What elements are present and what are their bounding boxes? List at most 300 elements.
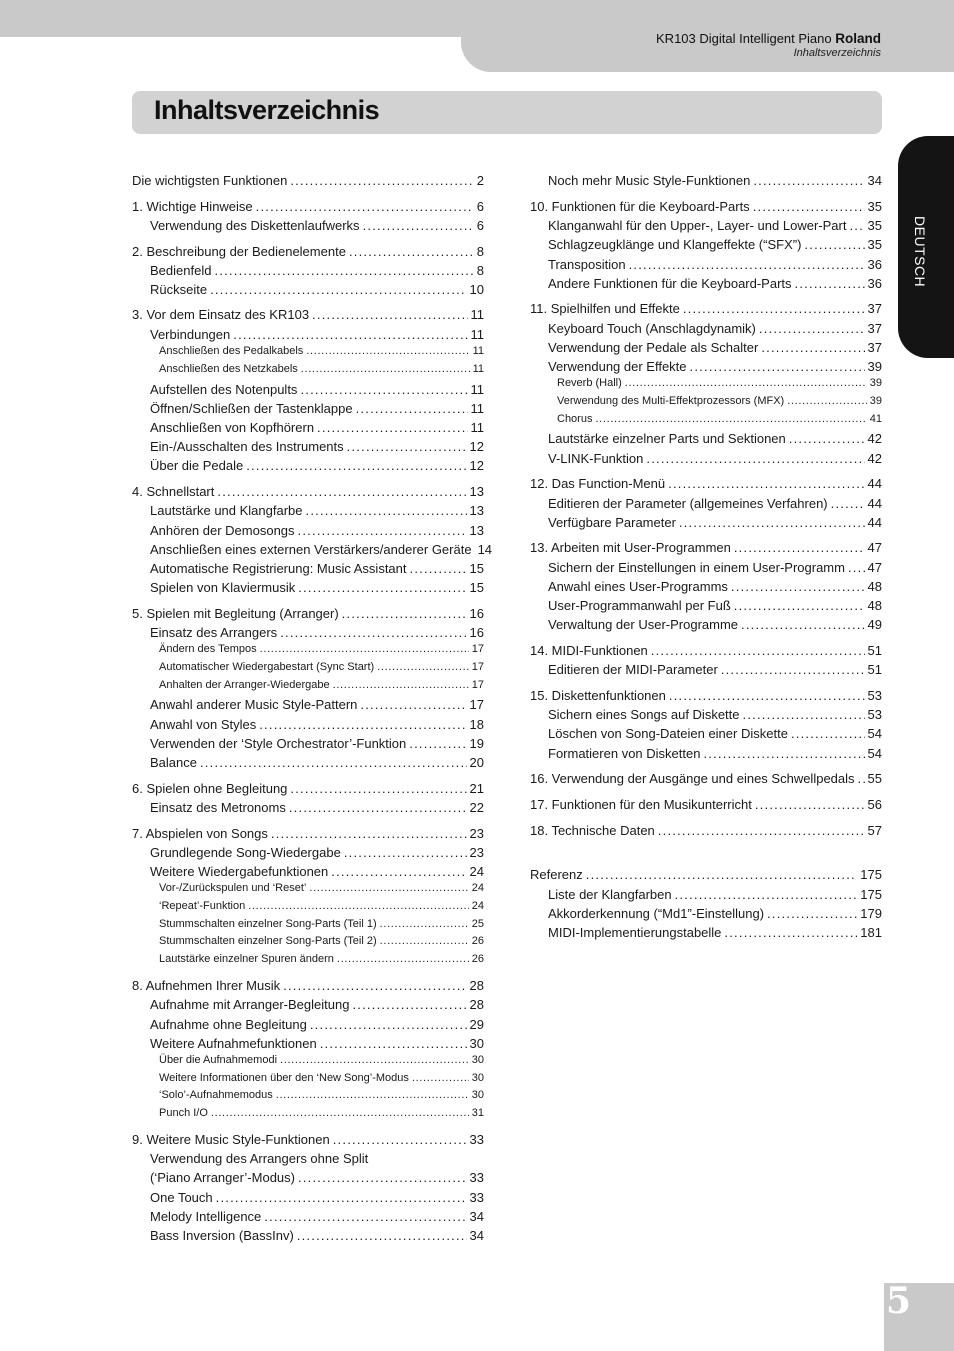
toc-entry-title: Die wichtigsten Funktionen: [132, 173, 288, 188]
toc-entry-title: 11. Spielhilfen und Effekte: [530, 301, 680, 316]
toc-entry-title: 13. Arbeiten mit User-Programmen: [530, 540, 731, 555]
toc-leader-dots: [703, 747, 864, 760]
toc-leader-dots: [360, 698, 466, 711]
toc-leader-dots: [217, 485, 466, 498]
toc-page-number: 34: [469, 1209, 484, 1224]
toc-entry-title: Verwaltung der User-Programme: [548, 617, 739, 632]
toc-entry-title: 10. Funktionen für die Keyboard-Parts: [530, 199, 750, 214]
toc-leader-dots: [347, 440, 467, 453]
toc-page-number: 49: [867, 617, 882, 632]
page-number: 5: [886, 1280, 912, 1322]
toc-leader-dots: [210, 283, 466, 296]
toc-leader-dots: [669, 689, 865, 702]
toc-entry-title: ‘Repeat’-Funktion: [159, 900, 246, 912]
toc-entry-title: Chorus: [557, 413, 593, 425]
toc-chapter-entry: [530, 824, 882, 840]
toc-section-entry: [548, 907, 882, 923]
toc-page-number: 51: [867, 662, 882, 677]
toc-page-number: 39: [867, 359, 882, 374]
toc-entry-title: 7. Abspielen von Songs: [132, 826, 268, 841]
page-number-box: [884, 1280, 954, 1351]
toc-section-entry: [150, 542, 493, 559]
toc-page-number: 30: [471, 1072, 484, 1084]
toc-entry-title: Editieren der MIDI-Parameter: [548, 662, 718, 677]
toc-section-entry: [150, 440, 484, 456]
toc-subsection-entry: [159, 346, 484, 360]
toc-leader-dots: [683, 302, 865, 315]
toc-page-number: 23: [469, 845, 484, 860]
toc-entry-title: 2. Beschreibung der Bedienelemente: [132, 244, 346, 259]
toc-section-entry: [150, 459, 484, 475]
toc-leader-dots: [320, 1037, 467, 1050]
toc-entry-title: Anschließen des Netzkabels: [159, 363, 298, 375]
toc-chapter-entry: [530, 200, 882, 216]
toc-page-number: 48: [867, 579, 882, 594]
toc-entry-title: Löschen von Song-Dateien einer Diskette: [548, 726, 788, 741]
toc-entry-title: Weitere Informationen über den ‘New Song’-Modus: [159, 1072, 409, 1084]
toc-section-entry: [150, 504, 484, 520]
toc-subsection-entry: [159, 680, 484, 694]
toc-section-entry: [150, 801, 484, 817]
toc-leader-dots: [753, 200, 865, 213]
toc-page-number: 8: [476, 244, 484, 259]
toc-entry-title: Einsatz des Arrangers: [150, 625, 278, 640]
toc-section-entry: [548, 322, 882, 338]
toc-section-entry: [150, 421, 484, 437]
toc-page-number: 48: [867, 598, 882, 613]
toc-page-number: 44: [867, 515, 882, 530]
language-tab: [898, 136, 954, 358]
toc-section-entry: [548, 238, 882, 254]
toc-leader-dots: [290, 782, 466, 795]
toc-subsection-entry: [159, 1108, 484, 1122]
toc-section-entry: [150, 698, 484, 714]
toc-page-number: 37: [867, 340, 882, 355]
toc-page-number: 10: [469, 282, 484, 297]
toc-section-entry: [548, 219, 882, 235]
toc-page-number: 24: [471, 900, 484, 912]
toc-leader-dots: [300, 383, 467, 396]
toc-chapter-entry: [132, 174, 484, 190]
toc-section-entry: [548, 747, 882, 763]
toc-leader-dots: [214, 264, 473, 277]
toc-page-number: 24: [471, 882, 484, 894]
toc-section-entry: [548, 926, 882, 942]
toc-leader-dots: [412, 1073, 469, 1084]
toc-page-number: 34: [867, 173, 882, 188]
toc-entry-title: 9. Weitere Music Style-Funktionen: [132, 1132, 330, 1147]
toc-entry-title: MIDI-Implementierungstabelle: [548, 925, 722, 940]
toc-entry-title: Akkorderkennung (“Md1”-Einstellung): [548, 906, 765, 921]
toc-entry-title: Über die Pedale: [150, 458, 244, 473]
toc-leader-dots: [333, 1133, 467, 1146]
toc-section-entry: [548, 618, 882, 634]
toc-leader-dots: [297, 1229, 467, 1242]
toc-section-entry: [150, 402, 484, 418]
toc-page-number: 13: [469, 503, 484, 518]
toc-leader-dots: [216, 1191, 467, 1204]
toc-entry-title: 16. Verwendung der Ausgänge und eines Schwellpedals: [530, 771, 855, 786]
toc-leader-dots: [377, 662, 469, 673]
toc-leader-dots: [349, 245, 474, 258]
toc-leader-dots: [595, 414, 866, 425]
toc-leader-dots: [410, 562, 467, 575]
toc-page-number: 30: [469, 1036, 484, 1051]
toc-subsection-entry: [159, 919, 484, 933]
toc-page-number: 47: [867, 540, 882, 555]
toc-section-entry: [548, 258, 882, 274]
toc-section-entry: [548, 174, 882, 190]
toc-entry-title: Lautstärke einzelner Spuren ändern: [159, 953, 334, 965]
toc-page-number: 42: [867, 431, 882, 446]
toc-subsection-entry: [159, 1055, 484, 1069]
toc-page-number: 12: [469, 439, 484, 454]
toc-chapter-entry: [132, 200, 484, 216]
toc-section-entry: [150, 1191, 484, 1207]
toc-page-number: 26: [471, 953, 484, 965]
toc-subsection-entry: [557, 396, 882, 410]
toc-leader-dots: [734, 541, 865, 554]
toc-entry-title: Verwendung der Effekte: [548, 359, 687, 374]
toc-page-number: 36: [867, 257, 882, 272]
toc-section-entry: [150, 1229, 484, 1245]
toc-chapter-entry: [132, 245, 484, 261]
toc-section-entry: [548, 599, 882, 615]
toc-page-number: 37: [867, 301, 882, 316]
toc-leader-dots: [831, 497, 865, 510]
toc-leader-dots: [586, 868, 858, 881]
toc-section-entry: [548, 360, 882, 376]
toc-page-number: 13: [469, 484, 484, 499]
toc-leader-dots: [260, 644, 469, 655]
toc-entry-title: Editieren der Parameter (allgemeines Verfahren): [548, 496, 828, 511]
toc-entry-title: 1. Wichtige Hinweise: [132, 199, 253, 214]
title-bar: [132, 91, 882, 134]
toc-page-number: 56: [867, 797, 882, 812]
toc-page-number: 28: [469, 997, 484, 1012]
toc-leader-dots: [246, 459, 466, 472]
toc-entry-title: Rückseite: [150, 282, 208, 297]
toc-subsection-entry: [557, 414, 882, 428]
toc-leader-dots: [795, 277, 865, 290]
toc-entry-title: Einsatz des Metronoms: [150, 800, 286, 815]
toc-page-number: 8: [476, 263, 484, 278]
toc-entry-title: Anschließen des Pedalkabels: [159, 345, 304, 357]
toc-entry-title: Noch mehr Music Style-Funktionen: [548, 173, 751, 188]
toc-entry-title: Anwahl von Styles: [150, 717, 257, 732]
toc-subsection-entry: [159, 1090, 484, 1104]
toc-leader-dots: [734, 599, 865, 612]
toc-page-number: 47: [867, 560, 882, 575]
toc-chapter-entry: [530, 798, 882, 814]
toc-leader-dots: [858, 772, 865, 785]
toc-leader-dots: [679, 516, 865, 529]
toc-entry-title: (‘Piano Arranger’-Modus): [150, 1170, 295, 1185]
toc-entry-title: Verwendung des Diskettenlaufwerks: [150, 218, 360, 233]
toc-section-entry: [150, 846, 484, 862]
toc-entry-title: Liste der Klangfarben: [548, 887, 672, 902]
toc-page-number: 26: [471, 935, 484, 947]
toc-page-number: 16: [469, 606, 484, 621]
toc-leader-dots: [848, 561, 865, 574]
toc-leader-dots: [306, 504, 467, 517]
toc-entry-title: Automatischer Wiedergabestart (Sync Start): [159, 661, 375, 673]
toc-leader-dots: [658, 824, 865, 837]
toc-entry-title: Formatieren von Disketten: [548, 746, 701, 761]
toc-page-number: 15: [469, 561, 484, 576]
toc-section-entry: [150, 524, 484, 540]
toc-leader-dots: [298, 1171, 467, 1184]
toc-page-number: 175: [860, 887, 882, 902]
toc-page-number: 13: [469, 523, 484, 538]
toc-leader-dots: [787, 396, 867, 407]
toc-section-entry: [150, 626, 484, 642]
toc-page-number: 2: [476, 173, 484, 188]
toc-section-entry: [150, 283, 484, 299]
toc-leader-dots: [625, 378, 867, 389]
toc-entry-title: Lautstärke und Klangfarbe: [150, 503, 303, 518]
toc-subsection-entry: [159, 364, 484, 378]
toc-entry-title: Sichern der Einstellungen in einem User-Programm: [548, 560, 845, 575]
toc-leader-dots: [317, 421, 467, 434]
toc-page-number: 11: [470, 307, 484, 322]
header-product: KR103 Digital Intelligent Piano: [656, 31, 832, 46]
toc-chapter-entry: [132, 308, 484, 324]
toc-leader-dots: [759, 322, 865, 335]
toc-entry-title: Melody Intelligence: [150, 1209, 262, 1224]
toc-section-entry: [150, 737, 484, 753]
toc-entry-title: Grundlegende Song-Wiedergabe: [150, 845, 341, 860]
toc-entry-title: 17. Funktionen für den Musikunterricht: [530, 797, 752, 812]
toc-section-entry: [548, 888, 882, 904]
toc-page-number: 30: [471, 1089, 484, 1101]
toc-page-number: 35: [867, 218, 882, 233]
toc-page-number: 179: [860, 906, 882, 921]
toc-entry-title: Öffnen/Schließen der Tastenklappe: [150, 401, 353, 416]
toc-section-entry: [548, 432, 882, 448]
toc-leader-dots: [333, 680, 469, 691]
toc-entry-title: 12. Das Function-Menü: [530, 476, 666, 491]
toc-entry-title: Referenz: [530, 867, 583, 882]
toc-leader-dots: [271, 827, 467, 840]
toc-entry-title: 14. MIDI-Funktionen: [530, 643, 648, 658]
toc-entry-title: 6. Spielen ohne Begleitung: [132, 781, 288, 796]
toc-page-number: 11: [470, 382, 484, 397]
toc-entry-title: V-LINK-Funktion: [548, 451, 644, 466]
toc-page-number: 53: [867, 688, 882, 703]
toc-entry-title: Reverb (Hall): [557, 377, 622, 389]
toc-leader-dots: [724, 926, 857, 939]
toc-leader-dots: [409, 737, 466, 750]
toc-page-number: 6: [476, 199, 484, 214]
toc-leader-dots: [741, 618, 865, 631]
toc-chapter-entry: [530, 302, 882, 318]
toc-leader-dots: [298, 524, 467, 537]
toc-entry-title: Keyboard Touch (Anschlagdynamik): [548, 321, 756, 336]
toc-section-entry: [548, 516, 882, 532]
toc-leader-dots: [301, 364, 470, 375]
header-product-line: [656, 31, 881, 46]
toc-entry-title: Verwenden der ‘Style Orchestrator’-Funktion: [150, 736, 407, 751]
toc-page-number: 33: [469, 1170, 484, 1185]
toc-leader-dots: [233, 328, 467, 341]
toc-leader-dots: [276, 1090, 469, 1101]
page-title: Inhaltsverzeichnis: [154, 95, 380, 125]
toc-entry-title: Anwahl anderer Music Style-Pattern: [150, 697, 358, 712]
toc-entry-title: 5. Spielen mit Begleitung (Arranger): [132, 606, 339, 621]
toc-leader-dots: [310, 1018, 467, 1031]
toc-leader-dots: [804, 238, 864, 251]
toc-page-number: 33: [469, 1190, 484, 1205]
toc-page-number: 33: [469, 1132, 484, 1147]
toc-leader-dots: [789, 432, 865, 445]
toc-page-number: 17: [471, 643, 484, 655]
toc-leader-dots: [791, 727, 865, 740]
toc-page-number: 22: [469, 800, 484, 815]
toc-page-number: 37: [867, 321, 882, 336]
toc-section-entry: [150, 1210, 484, 1226]
toc-chapter-entry: [132, 1133, 484, 1149]
toc-leader-dots: [743, 708, 865, 721]
toc-entry-title: Weitere Aufnahmefunktionen: [150, 1036, 317, 1051]
toc-subsection-entry: [159, 954, 484, 968]
toc-entry-title: Spielen von Klaviermusik: [150, 580, 296, 595]
toc-page-number: 25: [471, 918, 484, 930]
toc-leader-dots: [342, 607, 467, 620]
toc-leader-dots: [337, 954, 469, 965]
toc-section-entry: [150, 756, 484, 772]
toc-page-number: 23: [469, 826, 484, 841]
toc-entry-title: Anhören der Demosongs: [150, 523, 295, 538]
toc-section-entry: [548, 497, 882, 513]
toc-entry-title: Automatische Registrierung: Music Assistant: [150, 561, 407, 576]
toc-leader-dots: [651, 644, 865, 657]
toc-leader-dots: [290, 174, 473, 187]
header-section: Inhaltsverzeichnis: [793, 47, 881, 59]
toc-entry-title: Andere Funktionen für die Keyboard-Parts: [548, 276, 792, 291]
toc-section-entry: [548, 708, 882, 724]
toc-page-number: 12: [469, 458, 484, 473]
toc-entry-title: Stummschalten einzelner Song-Parts (Teil 1): [159, 918, 377, 930]
toc-page-number: 11: [472, 345, 484, 357]
toc-page-number: 11: [470, 327, 484, 342]
toc-leader-dots: [211, 1108, 469, 1119]
toc-section-entry: [150, 718, 484, 734]
toc-entry-title: Anhalten der Arranger-Wiedergabe: [159, 679, 330, 691]
toc-section-entry: [548, 663, 882, 679]
toc-page-number: 14: [477, 542, 493, 557]
toc-entry-title: 8. Aufnehmen Ihrer Musik: [132, 978, 281, 993]
toc-entry-title: Weitere Wiedergabefunktionen: [150, 864, 329, 879]
toc-entry-title: Bedienfeld: [150, 263, 212, 278]
toc-page-number: 181: [860, 925, 882, 940]
toc-page-number: 11: [470, 401, 484, 416]
toc-leader-dots: [256, 200, 474, 213]
toc-leader-dots: [721, 663, 865, 676]
toc-entry-title: Verwendung der Pedale als Schalter: [548, 340, 759, 355]
toc-entry-title: 15. Diskettenfunktionen: [530, 688, 666, 703]
toc-entry-title: Verwendung des Multi-Effektprozessors (MFX): [557, 395, 785, 407]
toc-leader-dots: [306, 346, 469, 357]
toc-leader-dots: [248, 901, 469, 912]
toc-leader-dots: [352, 998, 466, 1011]
toc-entry-title: Aufnahme ohne Begleitung: [150, 1017, 307, 1032]
toc-leader-dots: [363, 219, 474, 232]
toc-entry-title: Über die Aufnahmemodi: [159, 1054, 278, 1066]
toc-leader-dots: [280, 1055, 469, 1066]
toc-page-number: 31: [471, 1107, 484, 1119]
toc-page-number: 175: [860, 867, 882, 882]
toc-page-number: 11: [472, 363, 484, 375]
toc-entry-title: Transposition: [548, 257, 626, 272]
toc-subsection-entry: [159, 662, 484, 676]
toc-entry-title: Aufstellen des Notenpults: [150, 382, 298, 397]
toc-entry-title: Ändern des Tempos: [159, 643, 257, 655]
toc-section-entry: [548, 727, 882, 743]
toc-subsection-entry: [159, 936, 484, 950]
toc-leader-dots: [646, 452, 864, 465]
toc-chapter-entry: [132, 827, 484, 843]
toc-page-number: 35: [867, 237, 882, 252]
toc-page-number: 20: [469, 755, 484, 770]
toc-entry-title: One Touch: [150, 1190, 213, 1205]
toc-leader-dots: [849, 219, 864, 232]
toc-page-number: 18: [469, 717, 484, 732]
toc-page-number: 44: [867, 496, 882, 511]
toc-page-number: 42: [867, 451, 882, 466]
toc-leader-dots: [200, 756, 467, 769]
toc-leader-dots: [259, 718, 466, 731]
toc-page-number: 54: [867, 726, 882, 741]
toc-entry-title: 18. Technische Daten: [530, 823, 655, 838]
toc-leader-dots: [761, 341, 864, 354]
toc-leader-dots: [264, 1210, 466, 1223]
toc-entry-title: Schlagzeugklänge und Klangeffekte (“SFX”): [548, 237, 802, 252]
toc-entry-title: Sichern eines Songs auf Diskette: [548, 707, 740, 722]
toc-section-entry: [150, 264, 484, 280]
toc-leader-dots: [289, 801, 467, 814]
toc-subsection-entry: [159, 1073, 484, 1087]
header-brand: Roland: [835, 31, 881, 46]
toc-page-number: 36: [867, 276, 882, 291]
toc-page-number: 51: [867, 643, 882, 658]
toc-section-entry: [150, 865, 484, 881]
toc-page-number: 29: [469, 1017, 484, 1032]
toc-page-number: 30: [471, 1054, 484, 1066]
toc-section-entry: [548, 341, 882, 357]
toc-section-entry: [150, 219, 484, 235]
toc-page-number: 34: [469, 1228, 484, 1243]
toc-leader-dots: [731, 580, 865, 593]
toc-entry-title: Klanganwahl für den Upper-, Layer- und Lower-Part: [548, 218, 847, 233]
language-tab-label: DEUTSCH: [912, 216, 928, 288]
toc-entry-title: Balance: [150, 755, 197, 770]
toc-section-entry: [548, 580, 882, 596]
toc-leader-dots: [675, 888, 858, 901]
toc-subsection-entry: [159, 644, 484, 658]
toc-section-entry: [150, 328, 484, 344]
toc-chapter-entry: [530, 689, 882, 705]
toc-subsection-entry: [159, 883, 484, 897]
toc-section-entry: [150, 562, 484, 578]
toc-chapter-entry: [132, 782, 484, 798]
toc-section-entry: [150, 998, 484, 1014]
toc-leader-dots: [755, 798, 865, 811]
toc-entry-title: ‘Solo’-Aufnahmemodus: [159, 1089, 273, 1101]
toc-entry-title: Anschließen eines externen Verstärkers/anderer Geräte: [150, 542, 472, 557]
toc-leader-dots: [309, 883, 468, 894]
toc-leader-dots: [753, 174, 864, 187]
